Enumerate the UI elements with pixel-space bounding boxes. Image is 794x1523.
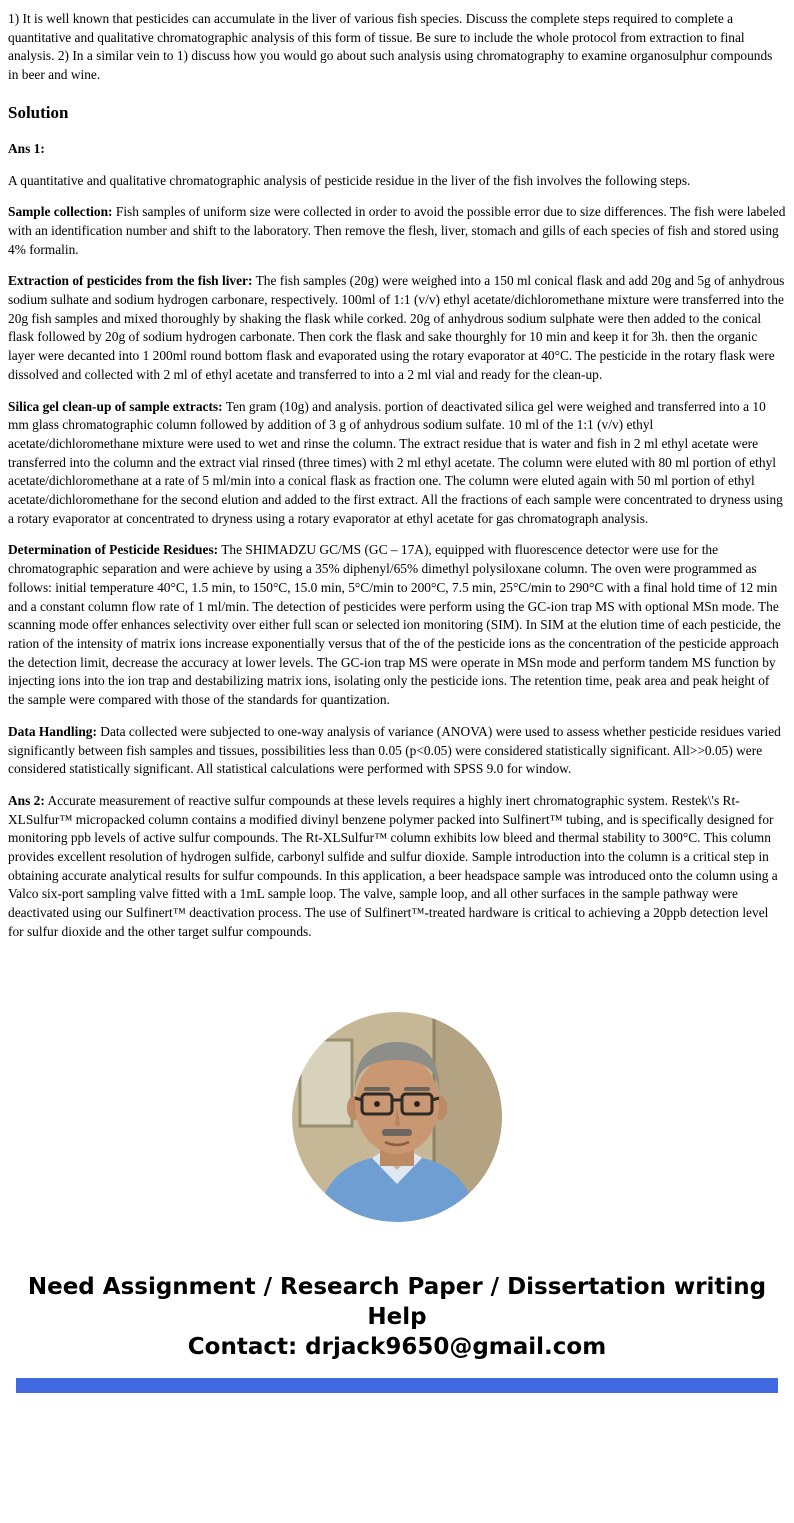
- ans1-intro-paragraph: [8, 172, 786, 191]
- paragraph-text: Data collected were subjected to one-way analysis of variance (ANOVA) were used to assess whether pesticide residues varied significantly between fish samples and tissues, possibilities less than 0.05 (p<0.05) were considered statistically significant. All>>0.05) were considered statistically significant. All statistical calculations were performed with SPSS 9.0 for window.: [8, 723, 781, 777]
- data-handling-paragraph: [8, 723, 786, 779]
- paragraph-label: Determination of Pesticide Residues:: [8, 542, 219, 558]
- paragraph-text: A quantitative and qualitative chromatographic analysis of pesticide residue in the liver of the fish involves the following steps.: [8, 172, 691, 188]
- paragraph-text: The SHIMADZU GC/MS (GC – 17A), equipped with fluorescence detector were use for the chromatographic separation and were achieve by using a 35% diphenyl/65% dimethyl polysiloxane column. The oven were programmed as follows: initial temperature 40°C, 1.5 min, to 150°C, 15.0 min, 5°C/min to 200°C, 7.5 min, 25°C/min to 290°C with a final hold time of 12 min and a constant column flow rate of 1 ml/min. The detection of pesticides were perform using the GC-ion trap MS with optional MSn mode. The scanning mode offer enhances selectivity over either full scan or selected ion monitoring (SIM). In SIM at the elution time of each pesticide, the ration of the intensity of matrix ions increase exponentially versus that of the of the pesticide ions as the concentration of the pesticide approach the detection limit, decrease the accuracy at lower levels. The GC-ion trap MS were operate in MSn mode and perform tandem MS function by injecting ions into the ion trap and destabilizing matrix ions, isolating only the pesticide ions. The retention time, peak area and peak height of the sample were compared with those of the standards for quantization.: [8, 542, 781, 708]
- question-paragraph: 1) It is well known that pesticides can accumulate in the liver of various fish species. Discuss the complete steps required to complete a quantitative and qualitative chromatographic analysis of this form of tissue. Be sure to include the whole protocol from extraction to final analysis. 2) In a similar vein to 1) discuss how you would go about such analysis using chromatography to examine organosulphur compounds in beer and wine.: [8, 11, 773, 83]
- footer-contact-email: Contact: drjack9650@gmail.com: [187, 1333, 607, 1360]
- portrait-illustration: [292, 1012, 502, 1222]
- paragraph-label: Silica gel clean-up of sample extracts:: [8, 398, 223, 414]
- paragraph-label: Data Handling:: [8, 723, 97, 739]
- footer-bar: [16, 1378, 778, 1393]
- paragraph-text: Fish samples of uniform size were collected in order to avoid the possible error due to size differences. The fish were labeled with an identification number and shift to the laboratory. Then remove the flesh, liver, stomach and gills of each species of fish and stored using 4% formalin.: [8, 204, 786, 257]
- ans1-label-paragraph: [8, 140, 786, 159]
- ans2-paragraph: [8, 792, 786, 942]
- avatar-container: [8, 1012, 786, 1222]
- paragraph-label: Ans 2:: [8, 792, 45, 808]
- footer-help-text: Need Assignment / Research Paper / Dissertation writing Help: [27, 1273, 767, 1330]
- paragraph-label: Extraction of pesticides from the fish liver:: [8, 273, 253, 289]
- solution-heading: Solution: [8, 102, 69, 122]
- silica-gel-cleanup-paragraph: [8, 398, 786, 529]
- paragraph-text: Accurate measurement of reactive sulfur compounds at these levels requires a highly inert chromatographic system. Restek\'s Rt-XLSulfur™ micropacked column contains a modified divinyl benzene polymer packed into Sulfinert™ tubing, and is specifically designed for monitoring ppb levels of active sulfur compounds. The Rt-XLSulfur™ column exhibits low bleed and thermal stability to 300°C. This column provides excellent resolution of hydrogen sulfide, carbonyl sulfide and sulfur dioxide. Sample introduction into the column is a critical step in obtaining accurate analytical results for sulfur compounds. In this application, a beer headspace sample was introduced onto the column using a Valco six-port sampling valve fitted with a 1mL sample loop. The valve, sample loop, and all other surfaces in the sample pathway were deactivated using our Sulfinert™ deactivation process. The use of Sulfinert™-treated hardware is critical to achieving a 20ppb detection level for sulfur dioxide and the other target sulfur compounds.: [8, 792, 778, 939]
- paragraph-text: The fish samples (20g) were weighed into a 150 ml conical flask and add 20g and 5g of anhydrous sodium sulhate and sodium hydrogen carbonare, respectively. 100ml of 1:1 (v/v) ethyl acetate/dichloromethane mixture were transferred into the 20g fish samples and mixed thoroughly by shaking the flask while corked. 20g of anhydrous sodium sulphate were then added to the conical flask followed by 20g of sodium hydrogen carbonate. Then cork the flask and sake thourghly for 10 min and keep it for 3h. then the organic layer were decanted into 1 200ml round bottom flask and evaporated using the rotary evaporator at 40°C. The pesticide in the rotary flask were dissolved and collected with 2 ml of ethyl acetate and transferred to into a 2 ml vial and ready for the clean-up.: [8, 273, 785, 382]
- extraction-paragraph: [8, 272, 786, 384]
- paragraph-text: Ten gram (10g) and analysis. portion of deactivated silica gel were weighed and transferred into a 10 mm glass chromatographic column followed by addition of 3 g of anhydrous sodium sulfate. 10 ml of the 1:1 (v/v) ethyl acetate/dichloromethane mixture were used to wet and rinse the column. The extract residue that is water and fish in 2 ml ethyl acetate were transferred into the column and the extract vial rinsed (three times) with 2 ml ethyl acetate. The column were eluted with 80 ml portion of ethyl acetate/dichloromethane at a rate of 5 ml/min into a conical flask as fraction one. The column were eluted again with 50 ml portion of ethyl acetate/dichloromethane for the second elution and added to the first extract. All the fractions of each sample were concentrated to dryness using a rotary evaporator at concentrated to dryness using a rotary evaporator at ethyl acetate for gas chromatograph analysis.: [8, 398, 783, 526]
- paragraph-label: Sample collection:: [8, 204, 113, 220]
- author-photo: [292, 1012, 502, 1222]
- pesticide-residues-paragraph: [8, 541, 786, 709]
- paragraph-label: Ans 1:: [8, 140, 45, 156]
- footer-help-block: [8, 1272, 786, 1362]
- sample-collection-paragraph: [8, 203, 786, 259]
